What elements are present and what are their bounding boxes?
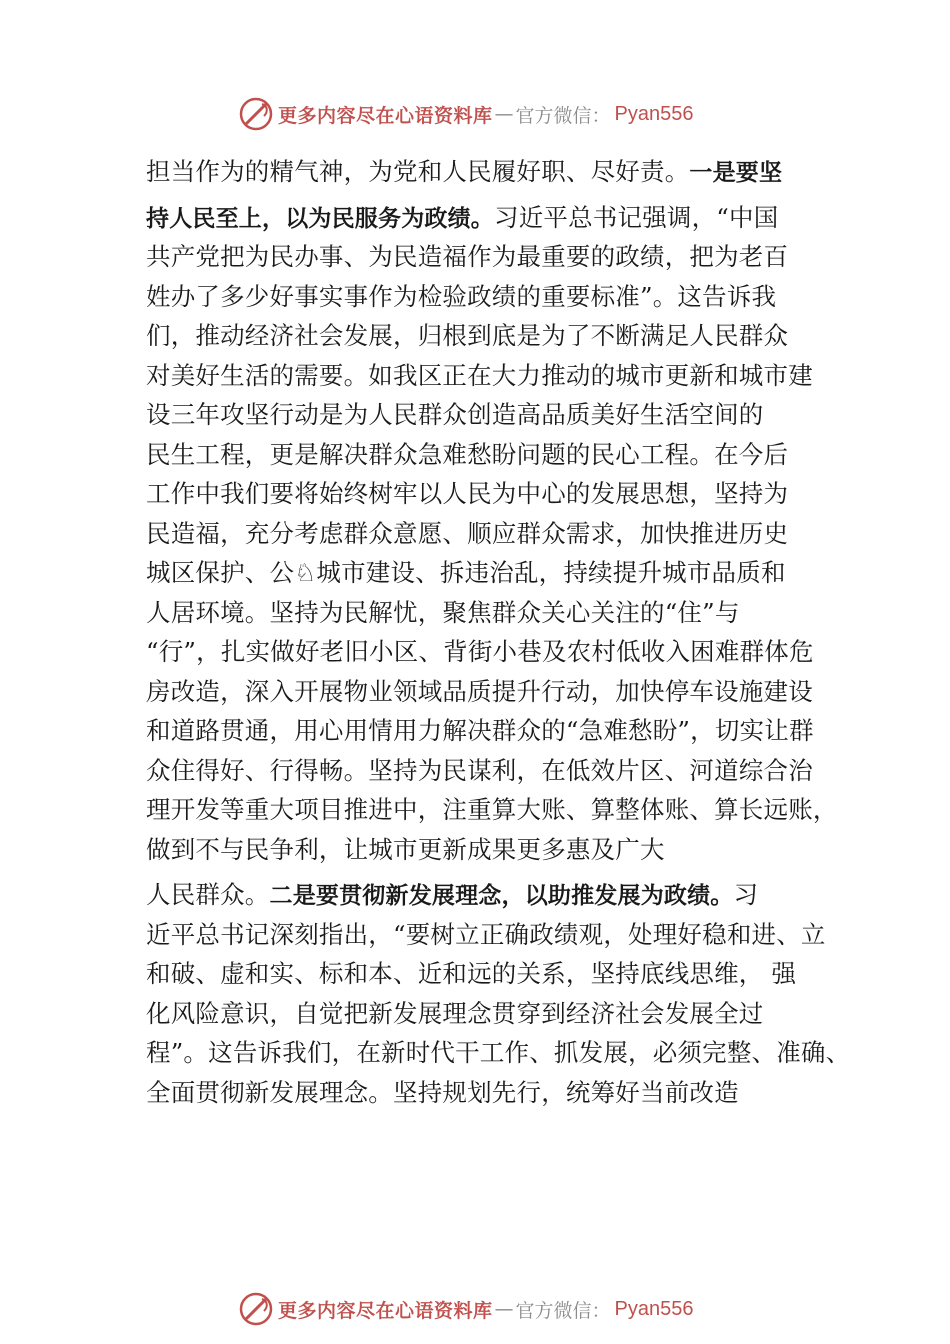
text-line: 化风险意识，自觉把新发展理念贯穿到经济社会发展全过 [146,998,764,1028]
header-wechat-label: 官方微信： [515,104,611,127]
text-line: 程”。这告诉我们，在新时代干工作、抓发展，必须完整、准确、 [146,1038,851,1067]
text-line: 工作中我们要将始终树牢以人民为中心的发展思想，坚持为 [146,479,789,508]
text-line: 做到不与民争利，让城市更新成果更多惠及广大 [146,834,665,864]
text-run: 人民群众。 [146,880,270,909]
header-separator: — [494,103,514,125]
text-run: 担当作为的精气神，为党和人民履好职、尽好责。 [146,157,690,186]
text-line: 对美好生活的需要。如我区正在大力推动的城市更新和城市建 [146,360,813,390]
text-line: 民造福，充分考虑群众意愿、顺应群众需求，加快推进历史 [146,518,789,548]
text-line: 和道路贯通，用心用情用力解决群众的“急难愁盼”，切实让群 [146,716,814,745]
text-line: 全面贯彻新发展理念。坚持规划先行，统筹好当前改造 [146,1077,739,1107]
text-line [146,152,840,192]
text-line: 们，推动经济社会发展，归根到底是为了不断满足人民群众 [146,321,789,350]
footer-separator: — [494,1298,514,1320]
text-line: 近平总书记深刻指出，“要树立正确政绩观，处理好稳和进、立 [146,919,826,949]
text-line: 房改造，深入开展物业领域品质提升行动，加快停车设施建设 [146,676,813,706]
bold-heading: 一是要坚 [689,160,783,186]
header-text: 更多内容尽在心语资料库 [278,104,493,127]
text-run: 习近平总书记强调，“中国 [494,202,779,232]
quill-logo-icon [238,1291,274,1327]
footer-text: 更多内容尽在心语资料库 [278,1299,493,1322]
text-line [146,198,840,238]
text-line: 共产党把为民办事、为民造福作为最重要的政绩，把为老百 [146,242,789,271]
header-banner [238,94,694,134]
footer-banner [238,1289,694,1329]
header-wechat-id: Pyan556 [614,102,694,125]
text-line: 理开发等重大项目推进中，注重算大账、算整体账、算长远账， [146,795,838,824]
bold-heading: 持人民至上，以为民服务为政绩。 [146,205,494,232]
document-body [146,152,851,1112]
text-line [146,875,840,915]
text-run: 习 [733,880,759,909]
text-line: 和破、虚和实、标和本、近和远的关系，坚持底线思维， 强 [146,959,797,988]
bold-heading: 二是要贯彻新发展理念，以助推发展为政绩。 [269,883,734,909]
text-line: 众住得好、行得畅。坚持为民谋利，在低效片区、河道综合治 [146,755,813,785]
text-line: 姓办了多少好事实事作为检验政绩的重要标准”。这告诉我 [146,281,777,311]
footer-wechat-label: 官方微信： [515,1299,611,1322]
text-line: 人居环境。坚持为民解忧，聚焦群众关心关注的“住”与 [146,597,740,627]
quill-logo-icon [238,96,274,132]
text-line: “行”，扎实做好老旧小区、背街小巷及农村低收入困难群体危 [146,637,814,666]
text-line: 城区保护、公♘城市建设、拆违治乱，持续提升城市品质和 [146,558,786,587]
text-line: 民生工程，更是解决群众急难愁盼问题的民心工程。在今后 [146,439,789,469]
footer-wechat-id: Pyan556 [614,1297,694,1320]
text-line: 设三年攻坚行动是为人民群众创造高品质美好生活空间的 [146,400,764,429]
